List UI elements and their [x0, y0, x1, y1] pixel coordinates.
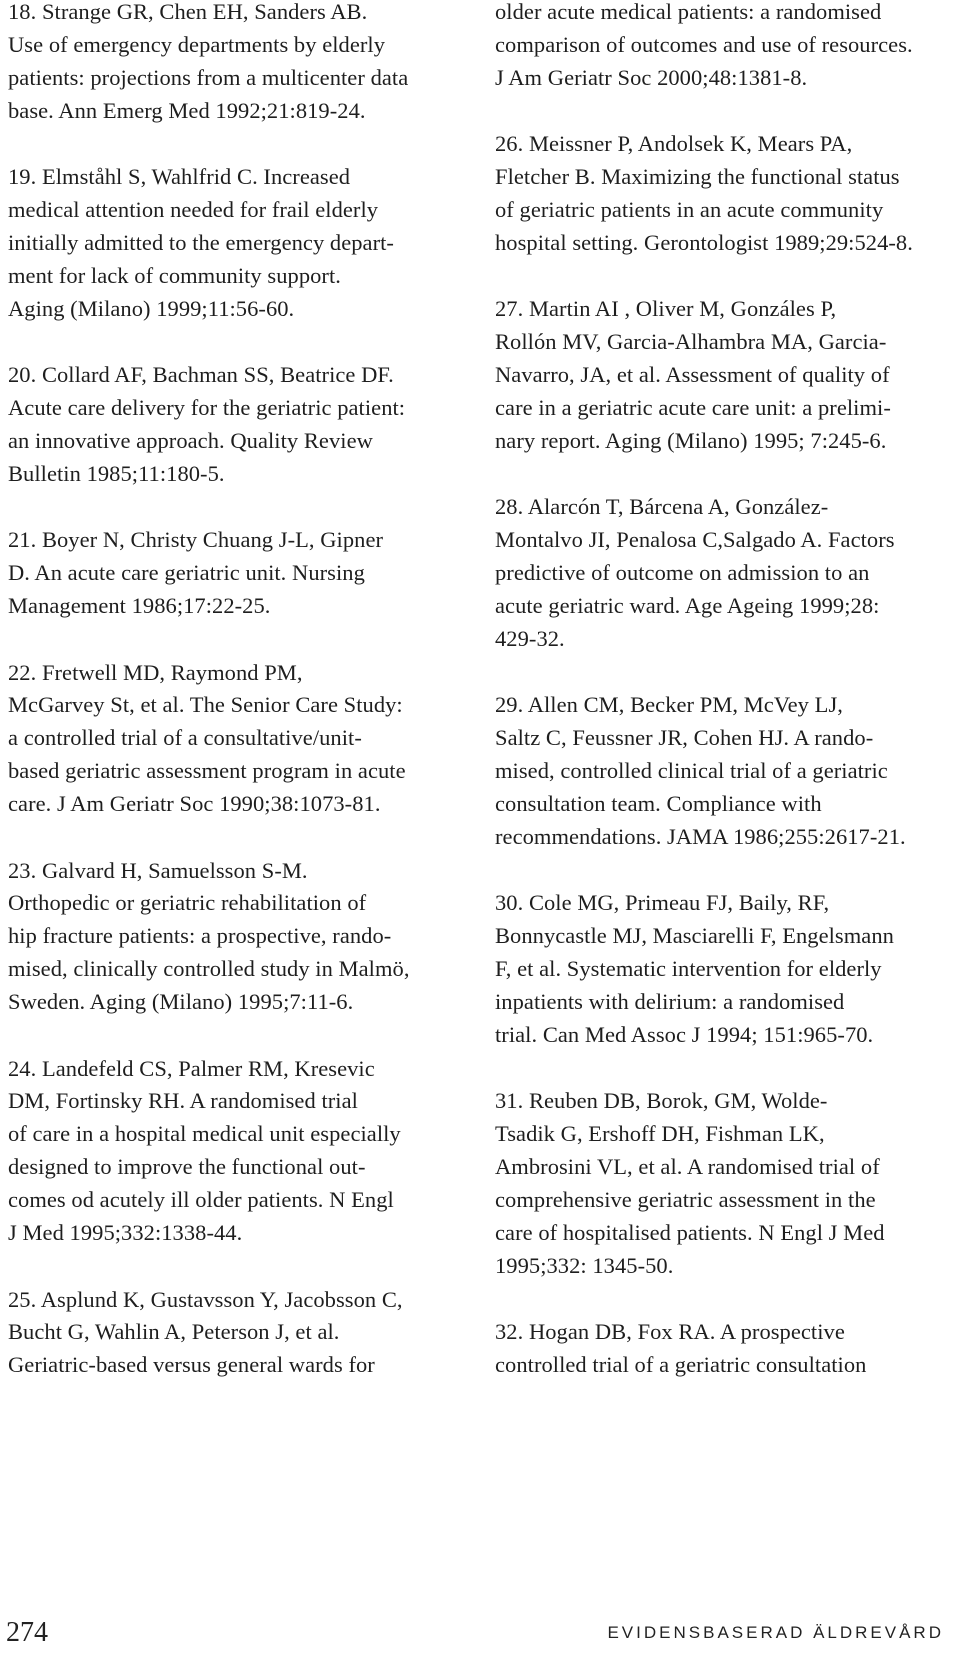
reference-text-line: a controlled trial of a consultative/unit- [8, 725, 362, 751]
reference-text-line: J Am Geriatr Soc 2000;48:1381-8. [495, 64, 808, 90]
reference-text-line: 26. Meissner P, Andolsek K, Mears PA, [495, 131, 853, 157]
reference-text-line: Bulletin 1985;11:180-5. [8, 460, 225, 486]
reference-text-line: older acute medical patients: a randomised [495, 0, 882, 24]
reference-text-line: recommendations. JAMA 1986;255:2617-21. [495, 824, 906, 850]
reference-text-line: care of hospitalised patients. N Engl J Med [495, 1220, 885, 1246]
reference-text-line: Rollón MV, Garcia-Alhambra MA, Garcia- [495, 329, 887, 355]
reference-text-line: base. Ann Emerg Med 1992;21:819-24. [8, 97, 366, 123]
reference-text-line: 22. Fretwell MD, Raymond PM, [8, 659, 303, 685]
reference-text-line: controlled trial of a geriatric consultation [495, 1352, 867, 1378]
reference-text-line: trial. Can Med Assoc J 1994; 151:965-70. [495, 1022, 874, 1048]
reference-list-left-column [8, 0, 460, 1416]
reference-entry [495, 0, 950, 95]
reference-entry [8, 161, 460, 326]
reference-list-right-column [495, 0, 950, 1416]
reference-text-line: hip fracture patients: a prospective, rando- [8, 923, 392, 949]
reference-text-line: designed to improve the functional out- [8, 1154, 366, 1180]
reference-entry [495, 689, 950, 854]
reference-text-line: 31. Reuben DB, Borok, GM, Wolde- [495, 1088, 828, 1114]
reference-entry [495, 887, 950, 1052]
reference-text-line: Ambrosini VL, et al. A randomised trial of [495, 1154, 880, 1180]
reference-entry [8, 855, 460, 1020]
reference-text-line: medical attention needed for frail elderly [8, 197, 379, 223]
reference-text-line: J Med 1995;332:1338-44. [8, 1220, 243, 1246]
reference-text-line: 24. Landefeld CS, Palmer RM, Kresevic [8, 1055, 375, 1081]
reference-text-line: 25. Asplund K, Gustavsson Y, Jacobsson C, [8, 1286, 403, 1312]
reference-text-line: an innovative approach. Quality Review [8, 427, 373, 453]
reference-text-line: predictive of outcome on admission to an [495, 560, 870, 586]
reference-text-line: D. An acute care geriatric unit. Nursing [8, 560, 365, 586]
reference-text-line: 29. Allen CM, Becker PM, McVey LJ, [495, 692, 843, 718]
reference-text-line: Saltz C, Feussner JR, Cohen HJ. A rando- [495, 725, 874, 751]
reference-text-line: 27. Martin AI , Oliver M, Gonzáles P, [495, 296, 837, 322]
running-footer-title: EVIDENSBASERAD ÄLDREVÅRD [607, 1623, 944, 1642]
reference-text-line: Use of emergency departments by elderly [8, 31, 386, 57]
reference-text-line: comparison of outcomes and use of resources. [495, 31, 913, 57]
reference-text-line: DM, Fortinsky RH. A randomised trial [8, 1088, 358, 1114]
reference-text-line: mised, clinically controlled study in Malmö, [8, 956, 410, 982]
reference-text-line: inpatients with delirium: a randomised [495, 989, 845, 1015]
reference-text-line: hospital setting. Gerontologist 1989;29:524-8. [495, 229, 913, 255]
reference-text-line: comes od acutely ill older patients. N Engl [8, 1187, 394, 1213]
reference-text-line: Navarro, JA, et al. Assessment of quality of [495, 362, 890, 388]
reference-text-line: Sweden. Aging (Milano) 1995;7:11-6. [8, 989, 354, 1015]
reference-text-line: care in a geriatric acute care unit: a prelimi- [495, 395, 891, 421]
reference-entry [8, 0, 460, 128]
reference-text-line: Management 1986;17:22-25. [8, 593, 271, 619]
reference-text-line: 20. Collard AF, Bachman SS, Beatrice DF. [8, 362, 394, 388]
page-number: 274 [6, 1617, 48, 1648]
reference-entry [8, 1053, 460, 1250]
reference-text-line: 23. Galvard H, Samuelsson S-M. [8, 857, 308, 883]
reference-entry [495, 1316, 950, 1382]
reference-text-line: 28. Alarcón T, Bárcena A, González- [495, 494, 829, 520]
reference-text-line: Geriatric-based versus general wards for [8, 1352, 375, 1378]
reference-text-line: consultation team. Compliance with [495, 791, 822, 817]
reference-text-line: 19. Elmståhl S, Wahlfrid C. Increased [8, 164, 351, 190]
reference-entry [495, 1085, 950, 1282]
reference-entry [8, 1284, 460, 1383]
reference-text-line: Tsadik G, Ershoff DH, Fishman LK, [495, 1121, 825, 1147]
reference-text-line: Fletcher B. Maximizing the functional status [495, 164, 900, 190]
reference-text-line: based geriatric assessment program in acute [8, 758, 406, 784]
reference-text-line: Acute care delivery for the geriatric patient: [8, 395, 406, 421]
reference-text-line: 18. Strange GR, Chen EH, Sanders AB. [8, 0, 368, 24]
reference-text-line: Aging (Milano) 1999;11:56-60. [8, 295, 295, 321]
reference-text-line: comprehensive geriatric assessment in the [495, 1187, 876, 1213]
reference-text-line: 429-32. [495, 626, 565, 651]
reference-entry [8, 524, 460, 623]
reference-entry [495, 491, 950, 656]
reference-text-line: 1995;332: 1345-50. [495, 1253, 674, 1278]
reference-entry [495, 293, 950, 458]
reference-text-line: 21. Boyer N, Christy Chuang J-L, Gipner [8, 527, 384, 553]
reference-text-line: 30. Cole MG, Primeau FJ, Baily, RF, [495, 890, 830, 916]
reference-text-line: Orthopedic or geriatric rehabilitation of [8, 890, 367, 916]
reference-text-line: patients: projections from a multicenter data [8, 64, 409, 90]
reference-text-line: mised, controlled clinical trial of a geriatric [495, 758, 888, 784]
reference-text-line: nary report. Aging (Milano) 1995; 7:245-6. [495, 427, 887, 453]
reference-text-line: Bucht G, Wahlin A, Peterson J, et al. [8, 1319, 340, 1345]
reference-entry [8, 657, 460, 822]
reference-text-line: Montalvo JI, Penalosa C,Salgado A. Factors [495, 527, 895, 553]
reference-text-line: 32. Hogan DB, Fox RA. A prospective [495, 1319, 845, 1345]
reference-text-line: of geriatric patients in an acute community [495, 197, 884, 223]
reference-entry [495, 128, 950, 260]
reference-text-line: F, et al. Systematic intervention for elderly [495, 956, 882, 982]
reference-text-line: of care in a hospital medical unit especially [8, 1121, 401, 1147]
reference-text-line: acute geriatric ward. Age Ageing 1999;28: [495, 593, 880, 619]
reference-text-line: initially admitted to the emergency depart- [8, 229, 394, 255]
reference-text-line: Bonnycastle MJ, Masciarelli F, Engelsmann [495, 923, 894, 949]
reference-text-line: care. J Am Geriatr Soc 1990;38:1073-81. [8, 791, 381, 817]
reference-text-line: ment for lack of community support. [8, 262, 341, 288]
reference-entry [8, 359, 460, 491]
reference-text-line: McGarvey St, et al. The Senior Care Study: [8, 692, 403, 718]
